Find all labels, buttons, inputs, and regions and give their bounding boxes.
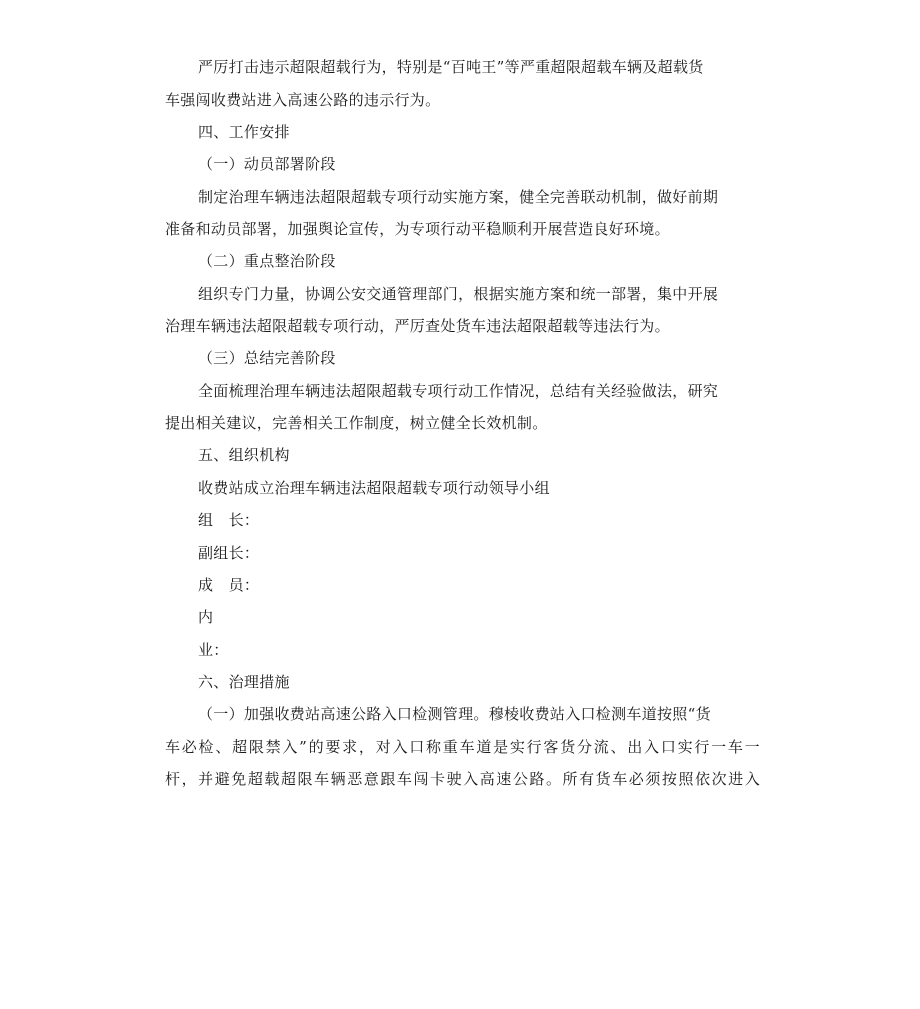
paragraph-line: 车必检、超限禁入”的要求，对入口称重车道是实行客货分流、出入口实行一车一 <box>165 738 760 756</box>
section-heading: 五、组织机构 <box>198 446 290 464</box>
subsection-heading: （二）重点整治阶段 <box>198 252 336 270</box>
paragraph-line: 杆，并避免超载超限车辆恶意跟车闯卡驶入高速公路。所有货车必须按照依次进入 <box>165 770 760 788</box>
section-heading: 四、工作安排 <box>198 123 290 141</box>
paragraph-line: 收费站成立治理车辆违法超限超载专项行动领导小组 <box>198 479 550 497</box>
paragraph-line: 全面梳理治理车辆违法超限超载专项行动工作情况，总结有关经验做法，研究 <box>198 382 719 400</box>
paragraph-line: 治理车辆违法超限超载专项行动，严厉查处货车违法超限超载等违法行为。 <box>165 317 670 335</box>
subsection-heading: （一）动员部署阶段 <box>198 155 336 173</box>
paragraph-line: 准备和动员部署，加强舆论宣传，为专项行动平稳顺利开展营造良好环境。 <box>165 220 670 238</box>
paragraph-line: 组织专门力量，协调公安交通管理部门，根据实施方案和统一部署，集中开展 <box>198 285 719 303</box>
paragraph-line: 车强闯收费站进入高速公路的违示行为。 <box>165 91 441 109</box>
role-line-members: 成 员： <box>198 576 260 594</box>
paragraph-line: 提出相关建议，完善相关工作制度，树立健全长效机制。 <box>165 414 548 432</box>
role-line-deputy: 副组长： <box>198 544 260 562</box>
paragraph-line: （一）加强收费站高速公路入口检测管理。穆棱收费站入口检测车道按照“货 <box>198 705 711 723</box>
paragraph-line: 严厉打击违示超限超载行为，特别是“百吨王”等严重超限超载车辆及超载货 <box>198 58 704 76</box>
role-line-internal: 内 <box>198 608 214 626</box>
section-heading: 六、治理措施 <box>198 673 290 691</box>
role-line-internal-cont: 业： <box>198 641 229 659</box>
subsection-heading: （三）总结完善阶段 <box>198 349 336 367</box>
role-line-leader: 组 长： <box>198 511 260 529</box>
paragraph-line: 制定治理车辆违法超限超载专项行动实施方案，健全完善联动机制，做好前期 <box>198 188 719 206</box>
